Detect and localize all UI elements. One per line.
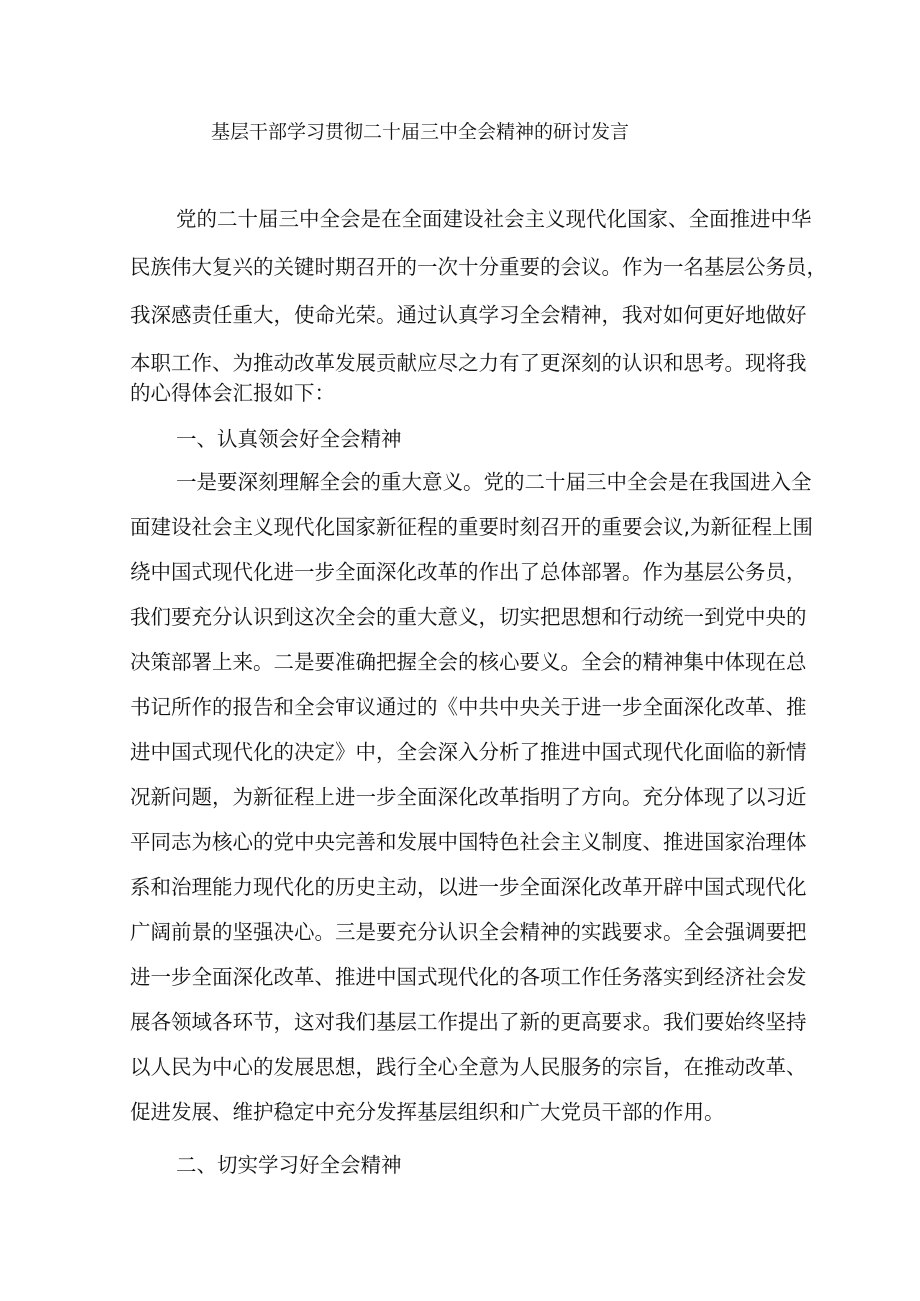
paragraph-2-line: 促进发展、维护稳定中充分发挥基层组织和广大党员干部的作用。: [130, 1100, 725, 1124]
paragraph-2-line: 况新问题，为新征程上进一步全面深化改革指明了方向。充分体现了以习近: [130, 785, 807, 809]
paragraph-1-line: 本职工作、为推动改革发展贡献应尽之力有了更深刻的认识和思考。现将我: [130, 351, 807, 375]
paragraph-2-line: 系和治理能力现代化的历史主动，以进一步全面深化改革开辟中国式现代化: [130, 875, 807, 899]
paragraph-2-line: 进中国式现代化的决定》中，全会深入分析了推进中国式现代化面临的新情: [130, 740, 807, 764]
document-title: 基层干部学习贯彻二十届三中全会精神的研讨发言: [210, 121, 629, 143]
paragraph-2-line: 书记所作的报告和全会审议通过的《中共中央关于进一步全面深化改革、推: [130, 695, 807, 719]
paragraph-2-line: 以人民为中心的发展思想，践行全心全意为人民服务的宗旨，在推动改革、: [130, 1055, 807, 1079]
paragraph-2-line: 面建设社会主义现代化国家新征程的重要时刻召开的重要会议,为新征程上围: [130, 515, 814, 539]
section-heading-1: 一、认真领会好全会精神: [176, 427, 402, 451]
paragraph-2-line: 绕中国式现代化进一步全面深化改革的作出了总体部署。作为基层公务员，: [130, 560, 807, 584]
paragraph-1-line: 的心得体会汇报如下：: [130, 381, 335, 405]
paragraph-2-line: 平同志为核心的党中央完善和发展中国特色社会主义制度、推进国家治理体: [130, 830, 807, 854]
paragraph-1-line: 党的二十届三中全会是在全面建设社会主义现代化国家、全面推进中华: [176, 207, 812, 231]
paragraph-2-line: 展各领域各环节，这对我们基层工作提出了新的更高要求。我们要始终坚持: [130, 1010, 807, 1034]
paragraph-2-line: 进一步全面深化改革、推进中国式现代化的各项工作任务落实到经济社会发: [130, 965, 807, 989]
paragraph-2-line: 一是要深刻理解全会的重大意义。党的二十届三中全会是在我国进入全: [176, 470, 812, 494]
paragraph-2-line: 我们要充分认识到这次全会的重大意义，切实把思想和行动统一到党中央的: [130, 605, 807, 629]
paragraph-2-line: 广阔前景的坚强决心。三是要充分认识全会精神的实践要求。全会强调要把: [130, 920, 807, 944]
paragraph-2-line: 决策部署上来。二是要准确把握全会的核心要义。全会的精神集中体现在总: [130, 650, 807, 674]
paragraph-1-line: 我深感责任重大，使命光荣。通过认真学习全会精神，我对如何更好地做好: [130, 303, 807, 327]
section-heading-2: 二、切实学习好全会精神: [176, 1153, 402, 1177]
paragraph-1-line: 民族伟大复兴的关键时期召开的一次十分重要的会议。作为一名基层公务员，: [130, 255, 827, 279]
